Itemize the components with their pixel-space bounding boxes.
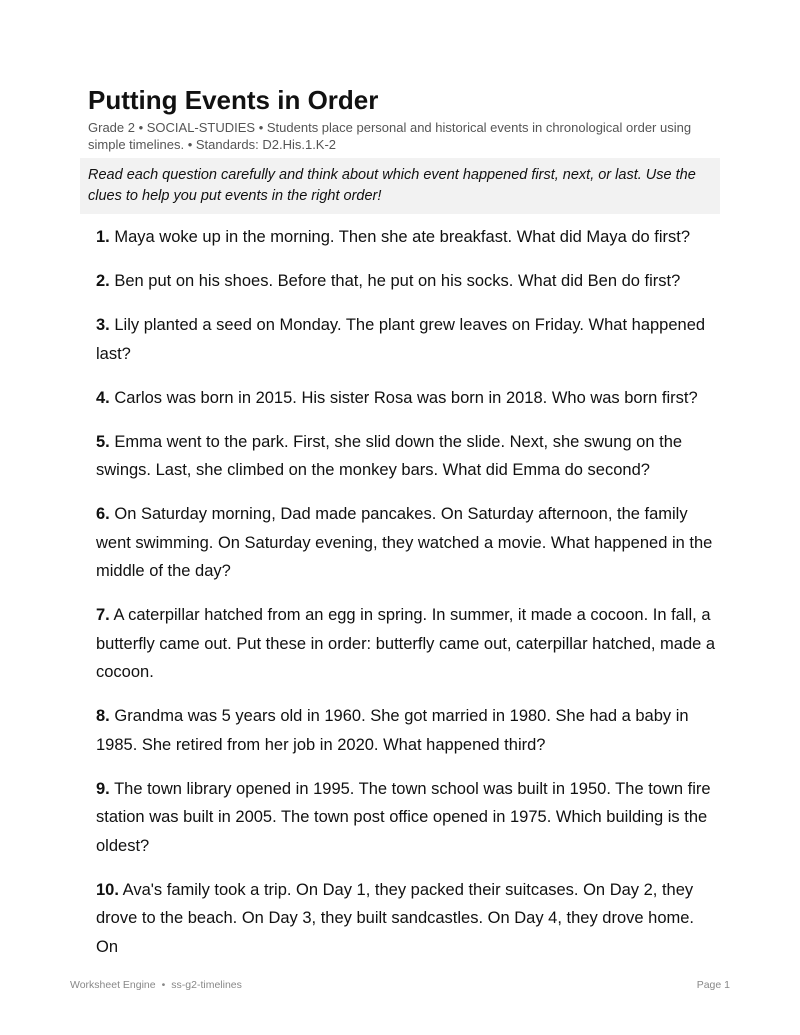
question-number: 3. — [96, 316, 110, 334]
question-item — [96, 500, 716, 586]
question-text: Maya woke up in the morning. Then she ate breakfast. What did Maya do first? — [114, 228, 691, 246]
question-number: 2. — [96, 272, 110, 290]
question-number: 5. — [96, 432, 110, 451]
question-item — [96, 384, 716, 413]
question-number: 9. — [96, 779, 110, 798]
question-list — [96, 223, 716, 977]
question-number: 10. — [96, 880, 119, 899]
instructions-box: Read each question carefully and think about which event happened first, next, or last. Use the clues to help you put events in the right order! — [80, 158, 720, 214]
footer-separator: • — [161, 979, 166, 991]
question-number: 6. — [96, 505, 110, 523]
question-text: Ben put on his shoes. Before that, he put on his socks. What did Ben do first? — [114, 272, 681, 290]
footer-engine: Worksheet Engine — [70, 979, 156, 991]
question-item — [96, 601, 716, 687]
question-number: 7. — [96, 606, 110, 624]
question-text: Emma went to the park. First, she slid down the slide. Next, she swung on the swings. Last, she climbed on the monkey bars. What did Emma do second? — [96, 432, 683, 479]
worksheet-subtitle: Grade 2 • SOCIAL-STUDIES • Students place personal and historical events in chronological order using simple timelines. • Standards: D2.His.1.K-2 — [88, 120, 692, 152]
question-item — [96, 428, 716, 485]
question-item — [96, 702, 716, 759]
question-text: Carlos was born in 2015. His sister Rosa was born in 2018. Who was born first? — [114, 388, 698, 407]
question-number: 4. — [96, 388, 110, 407]
question-item — [96, 223, 716, 252]
question-item — [96, 311, 716, 368]
question-text: The town library opened in 1995. The town school was built in 1950. The town fire station was built in 2005. The town post office opened in 1975. Which building is the oldest? — [96, 779, 711, 855]
page-number: Page 1 — [696, 979, 730, 991]
footer-left — [70, 978, 242, 992]
question-number: 8. — [96, 707, 110, 725]
question-number: 1. — [96, 228, 110, 246]
question-item — [96, 267, 716, 296]
question-text: Ava's family took a trip. On Day 1, they packed their suitcases. On Day 2, they drove to the beach. On Day 3, they built sandcastles. On Day 4, they drove home. On — [96, 880, 694, 956]
page-title: Putting Events in Order — [88, 85, 379, 115]
question-item — [96, 775, 716, 861]
footer-worksheet-id: ss-g2-timelines — [171, 979, 242, 991]
question-text: On Saturday morning, Dad made pancakes. On Saturday afternoon, the family went swimming. On Saturday evening, they watched a movie. What happened in the middle of the day? — [96, 505, 713, 580]
question-text: Lily planted a seed on Monday. The plant grew leaves on Friday. What happened last? — [96, 316, 706, 363]
question-text: A caterpillar hatched from an egg in spring. In summer, it made a cocoon. In fall, a butterfly came out. Put these in order: butterfly came out, caterpillar hatched, made a cocoon. — [96, 606, 716, 681]
question-text: Grandma was 5 years old in 1960. She got married in 1980. She had a baby in 1985. She retired from her job in 2020. What happened third? — [96, 707, 689, 754]
question-item — [96, 876, 716, 962]
